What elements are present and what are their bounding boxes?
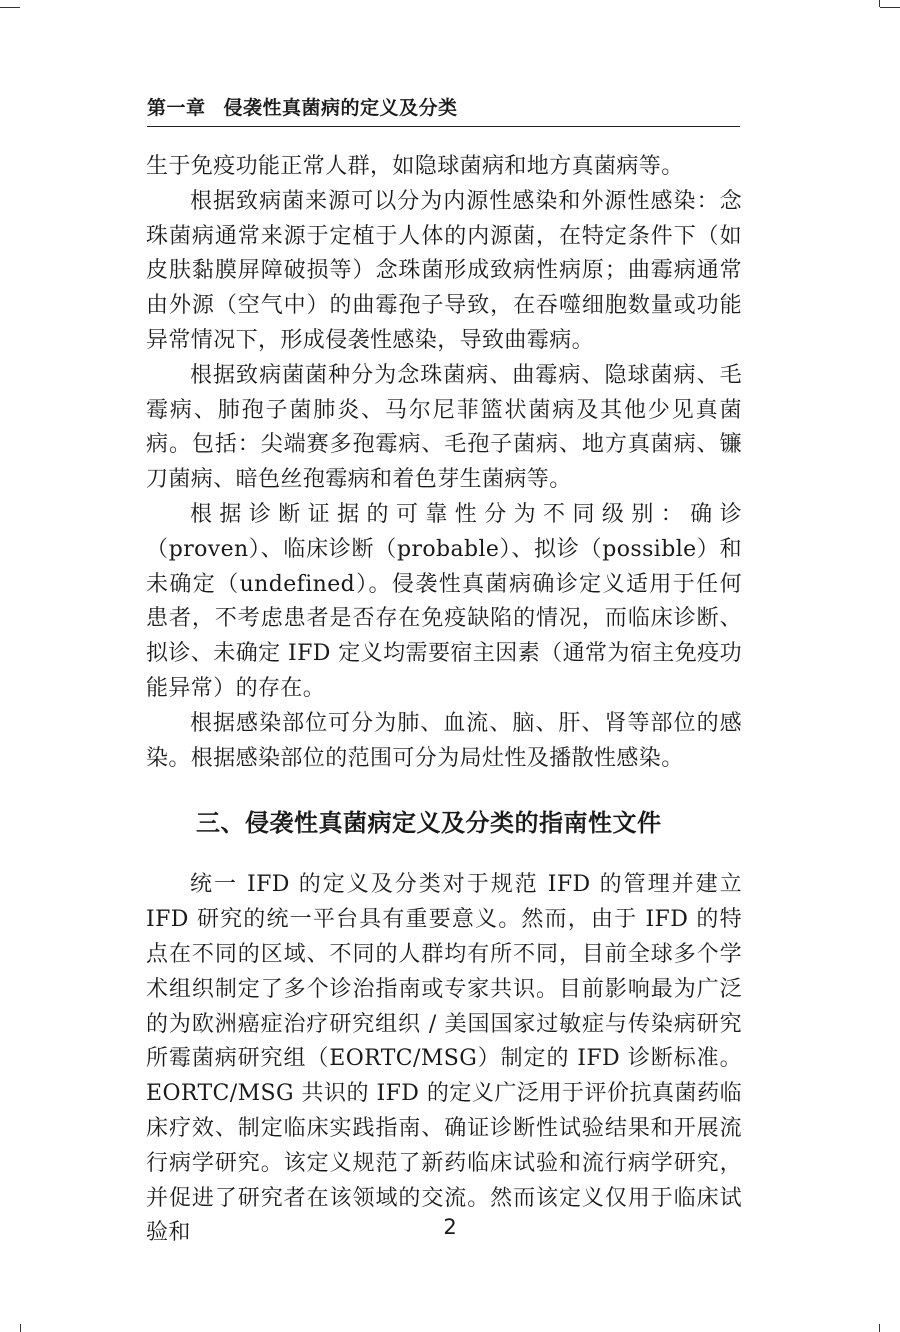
paragraph-source-classification: 根据致病菌来源可以分为内源性感染和外源性感染：念珠菌病通常来源于定植于人体的内源菌，在特定条件下（如皮肤黏膜屏障破损等）念珠菌形成致病性病原；曲霉病通常由外源（空气中）的曲霉孢子导致，在吞噬细胞数量或功能异常情况下，形成侵袭性感染，导致曲霉病。 [146, 188, 742, 353]
chapter-label: 第一章 [147, 97, 206, 119]
paragraph-species-classification: 根据致病菌菌种分为念珠菌病、曲霉病、隐球菌病、毛霉病、肺孢子菌肺炎、马尔尼菲篮状菌病及其他少见真菌病。包括：尖端赛多孢霉病、毛孢子菌病、地方真菌病、镰刀菌病、暗色丝孢霉病和着色芽生菌病等。 [146, 362, 742, 493]
crop-mark-top-right-vertical [879, 0, 880, 7]
paragraph-continuation: 生于免疫功能正常人群，如隐球菌病和地方真菌病等。 [146, 154, 684, 179]
crop-mark-top-left [0, 0, 20, 8]
running-header [147, 96, 740, 127]
paragraph-evidence-classification: 根据诊断证据的可靠性分为不同级别：确诊（proven）、临床诊断（probable）、拟诊（possible）和未确定（undefined）。侵袭性真菌病确诊定义适用于任何患者，不考虑患者是否存在免疫缺陷的情况，而临床诊断、拟诊、未确定 IFD 定义均需要宿主因素（通常为宿主免疫功能异常）的存在。 [146, 501, 742, 701]
crop-mark-bottom-left [20, 1324, 21, 1332]
paragraph-site-classification: 根据感染部位可分为肺、血流、脑、肝、肾等部位的感染。根据感染部位的范围可分为局灶性及播散性感染。 [146, 710, 742, 771]
page-body [146, 150, 742, 1251]
paragraph-guidelines: 统一 IFD 的定义及分类对于规范 IFD 的管理并建立 IFD 研究的统一平台具有重要意义。然而，由于 IFD 的特点在不同的区域、不同的人群均有所不同，目前全球多个学术组织制定了多个诊治指南或专家共识。目前影响最为广泛的为欧洲癌症治疗研究组织 / 美国国家过敏症与传染病研究所霉菌病研究组（EORTC/MSG）制定的 IFD 诊断标准。EORTC/MSG 共识的 IFD 的定义广泛用于评价抗真菌药临床疗效、制定临床实践指南、确证诊断性试验结果和开展流行病学研究。该定义规范了新药临床试验和流行病学研究，并促进了研究者在该领域的交流。然而该定义仅用于临床试验和 [146, 872, 742, 1246]
crop-mark-bottom-right [879, 1324, 880, 1332]
section-heading: 三、侵袭性真菌病定义及分类的指南性文件 [196, 809, 662, 838]
chapter-title: 侵袭性真菌病的定义及分类 [223, 97, 458, 119]
crop-mark-top-right [880, 0, 900, 8]
page-number: 2 [443, 1215, 457, 1239]
